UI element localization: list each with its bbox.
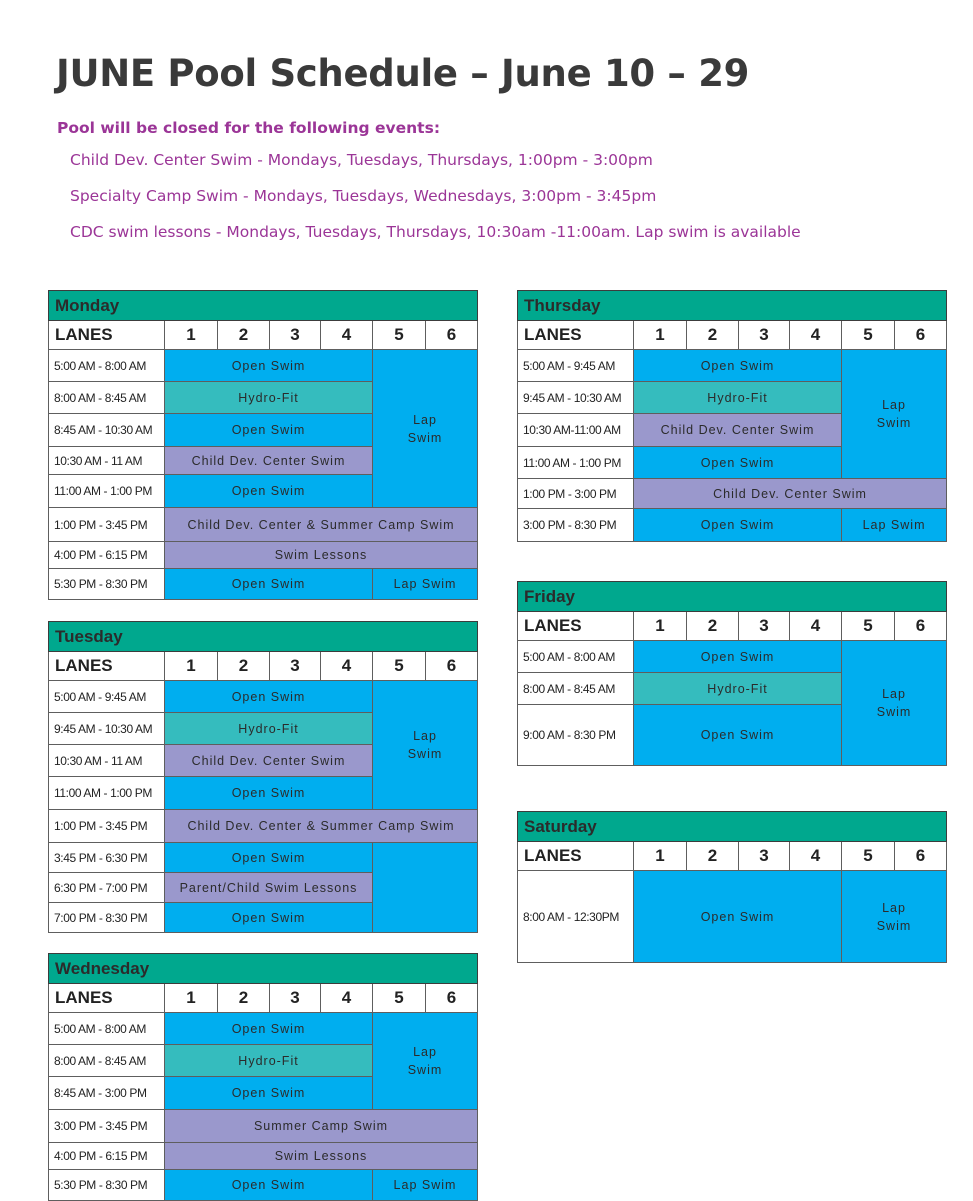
schedule-row — [49, 508, 478, 542]
time-slot: 9:00 AM - 8:30 PM — [518, 705, 634, 766]
lane-number: 2 — [218, 652, 270, 681]
activity-cell: Open Swim — [165, 1077, 373, 1110]
activity-cell: Open Swim — [165, 475, 373, 508]
activity-cell: Open Swim — [634, 447, 842, 479]
activity-cell: Hydro-Fit — [165, 713, 373, 745]
closure-notice-line: CDC swim lessons - Mondays, Tuesdays, Thursdays, 10:30am -11:00am. Lap swim is available — [70, 223, 801, 241]
lane-number: 2 — [687, 842, 739, 871]
time-slot: 1:00 PM - 3:45 PM — [49, 508, 165, 542]
schedule-row — [49, 542, 478, 569]
page-title: JUNE Pool Schedule – June 10 – 29 — [56, 52, 750, 95]
activity-cell: Lap Swim — [373, 681, 478, 810]
time-slot: 3:45 PM - 6:30 PM — [49, 843, 165, 873]
time-slot: 11:00 AM - 1:00 PM — [518, 447, 634, 479]
time-slot: 8:00 AM - 8:45 AM — [518, 673, 634, 705]
time-slot: 5:30 PM - 8:30 PM — [49, 1170, 165, 1201]
activity-cell: Lap Swim — [373, 1170, 478, 1201]
lane-number: 6 — [426, 321, 478, 350]
schedule-row — [518, 350, 947, 382]
time-slot: 8:45 AM - 3:00 PM — [49, 1077, 165, 1110]
schedule-row — [49, 843, 478, 873]
activity-cell: Child Dev. Center Swim — [165, 447, 373, 475]
day-header: Saturday — [518, 812, 947, 842]
lane-number: 5 — [842, 321, 895, 350]
time-slot: 5:00 AM - 9:45 AM — [518, 350, 634, 382]
lane-number: 5 — [842, 842, 895, 871]
schedule-row — [49, 569, 478, 600]
time-slot: 5:00 AM - 8:00 AM — [518, 641, 634, 673]
activity-cell: Summer Camp Swim — [165, 1110, 478, 1143]
lanes-label: LANES — [518, 842, 634, 871]
time-slot: 5:00 AM - 8:00 AM — [49, 350, 165, 382]
lane-number: 4 — [790, 842, 842, 871]
lanes-label: LANES — [49, 321, 165, 350]
lane-number: 6 — [895, 842, 947, 871]
schedule-row — [518, 509, 947, 542]
activity-cell: Hydro-Fit — [165, 382, 373, 414]
lane-number: 1 — [165, 984, 218, 1013]
lanes-label: LANES — [49, 652, 165, 681]
lane-number: 4 — [790, 612, 842, 641]
activity-cell: Open Swim — [165, 414, 373, 447]
time-slot: 5:00 AM - 9:45 AM — [49, 681, 165, 713]
schedule-saturday — [517, 811, 947, 963]
lane-number: 3 — [270, 652, 321, 681]
time-slot: 5:30 PM - 8:30 PM — [49, 569, 165, 600]
closure-notice-line: Child Dev. Center Swim - Mondays, Tuesdays, Thursdays, 1:00pm - 3:00pm — [70, 151, 653, 169]
schedule-row — [518, 641, 947, 673]
lane-number: 4 — [321, 652, 373, 681]
activity-cell: Open Swim — [165, 1013, 373, 1045]
time-slot: 4:00 PM - 6:15 PM — [49, 1143, 165, 1170]
lane-number: 3 — [739, 612, 790, 641]
lanes-label: LANES — [518, 612, 634, 641]
activity-cell: Open Swim — [165, 350, 373, 382]
lane-number: 4 — [321, 984, 373, 1013]
lane-number: 5 — [373, 321, 426, 350]
lane-number: 4 — [321, 321, 373, 350]
activity-cell: Open Swim — [634, 871, 842, 963]
schedule-row — [49, 810, 478, 843]
time-slot: 8:00 AM - 8:45 AM — [49, 1045, 165, 1077]
lane-number: 2 — [687, 612, 739, 641]
lane-number: 6 — [426, 984, 478, 1013]
lane-number: 1 — [165, 321, 218, 350]
lane-number: 6 — [426, 652, 478, 681]
activity-cell: Parent/Child Swim Lessons — [165, 873, 373, 903]
day-header: Tuesday — [49, 622, 478, 652]
time-slot: 5:00 AM - 8:00 AM — [49, 1013, 165, 1045]
day-header: Friday — [518, 582, 947, 612]
day-header: Thursday — [518, 291, 947, 321]
lanes-label: LANES — [518, 321, 634, 350]
time-slot: 1:00 PM - 3:45 PM — [49, 810, 165, 843]
lane-number: 6 — [895, 612, 947, 641]
lane-number: 4 — [790, 321, 842, 350]
lane-number: 3 — [270, 321, 321, 350]
activity-cell: Hydro-Fit — [634, 673, 842, 705]
schedule-row — [518, 479, 947, 509]
closure-notice-heading: Pool will be closed for the following events: — [57, 119, 441, 137]
time-slot: 10:30 AM - 11 AM — [49, 447, 165, 475]
activity-cell: Open Swim — [165, 843, 373, 873]
activity-cell: Swim Lessons — [165, 542, 478, 569]
lane-number: 5 — [373, 984, 426, 1013]
activity-cell: Open Swim — [165, 903, 373, 933]
day-header: Monday — [49, 291, 478, 321]
activity-cell: Lap Swim — [842, 641, 947, 766]
time-slot: 10:30 AM - 11 AM — [49, 745, 165, 777]
time-slot: 8:00 AM - 8:45 AM — [49, 382, 165, 414]
activity-cell: Open Swim — [634, 641, 842, 673]
activity-cell: Open Swim — [165, 777, 373, 810]
schedule-monday — [48, 290, 478, 600]
time-slot: 9:45 AM - 10:30 AM — [49, 713, 165, 745]
time-slot: 7:00 PM - 8:30 PM — [49, 903, 165, 933]
activity-cell: Child Dev. Center & Summer Camp Swim — [165, 508, 478, 542]
lane-number: 1 — [634, 842, 687, 871]
lane-number: 6 — [895, 321, 947, 350]
time-slot: 4:00 PM - 6:15 PM — [49, 542, 165, 569]
lane-number: 5 — [842, 612, 895, 641]
activity-cell: Open Swim — [165, 681, 373, 713]
activity-cell: Open Swim — [165, 569, 373, 600]
activity-cell: Lap Swim — [373, 350, 478, 508]
activity-cell: Lap Swim — [373, 569, 478, 600]
lane-number: 1 — [634, 321, 687, 350]
time-slot: 10:30 AM-11:00 AM — [518, 414, 634, 447]
schedule-row — [49, 1143, 478, 1170]
schedule-friday — [517, 581, 947, 766]
activity-cell: Open Swim — [165, 1170, 373, 1201]
closure-notice-line: Specialty Camp Swim - Mondays, Tuesdays, Wednesdays, 3:00pm - 3:45pm — [70, 187, 657, 205]
schedule-row — [518, 871, 947, 963]
time-slot: 11:00 AM - 1:00 PM — [49, 475, 165, 508]
schedule-row — [49, 1170, 478, 1201]
schedule-row — [49, 350, 478, 382]
activity-cell — [373, 843, 478, 933]
activity-cell: Child Dev. Center Swim — [634, 479, 947, 509]
lane-number: 3 — [739, 321, 790, 350]
schedule-wednesday — [48, 953, 478, 1201]
schedule-row — [49, 1013, 478, 1045]
activity-cell: Open Swim — [634, 705, 842, 766]
activity-cell: Lap Swim — [842, 350, 947, 479]
activity-cell: Lap Swim — [373, 1013, 478, 1110]
time-slot: 8:45 AM - 10:30 AM — [49, 414, 165, 447]
lane-number: 2 — [218, 321, 270, 350]
activity-cell: Open Swim — [634, 509, 842, 542]
schedule-tuesday — [48, 621, 478, 933]
activity-cell: Child Dev. Center & Summer Camp Swim — [165, 810, 478, 843]
time-slot: 6:30 PM - 7:00 PM — [49, 873, 165, 903]
activity-cell: Swim Lessons — [165, 1143, 478, 1170]
activity-cell: Child Dev. Center Swim — [165, 745, 373, 777]
lane-number: 1 — [165, 652, 218, 681]
activity-cell: Lap Swim — [842, 509, 947, 542]
activity-cell: Hydro-Fit — [165, 1045, 373, 1077]
activity-cell: Hydro-Fit — [634, 382, 842, 414]
lanes-label: LANES — [49, 984, 165, 1013]
lane-number: 3 — [270, 984, 321, 1013]
activity-cell: Child Dev. Center Swim — [634, 414, 842, 447]
lane-number: 2 — [218, 984, 270, 1013]
lane-number: 1 — [634, 612, 687, 641]
time-slot: 1:00 PM - 3:00 PM — [518, 479, 634, 509]
schedule-row — [49, 1110, 478, 1143]
activity-cell: Open Swim — [634, 350, 842, 382]
time-slot: 11:00 AM - 1:00 PM — [49, 777, 165, 810]
time-slot: 9:45 AM - 10:30 AM — [518, 382, 634, 414]
lane-number: 3 — [739, 842, 790, 871]
activity-cell: Lap Swim — [842, 871, 947, 963]
time-slot: 3:00 PM - 8:30 PM — [518, 509, 634, 542]
day-header: Wednesday — [49, 954, 478, 984]
time-slot: 3:00 PM - 3:45 PM — [49, 1110, 165, 1143]
time-slot: 8:00 AM - 12:30PM — [518, 871, 634, 963]
lane-number: 5 — [373, 652, 426, 681]
schedule-row — [49, 681, 478, 713]
schedule-thursday — [517, 290, 947, 542]
lane-number: 2 — [687, 321, 739, 350]
